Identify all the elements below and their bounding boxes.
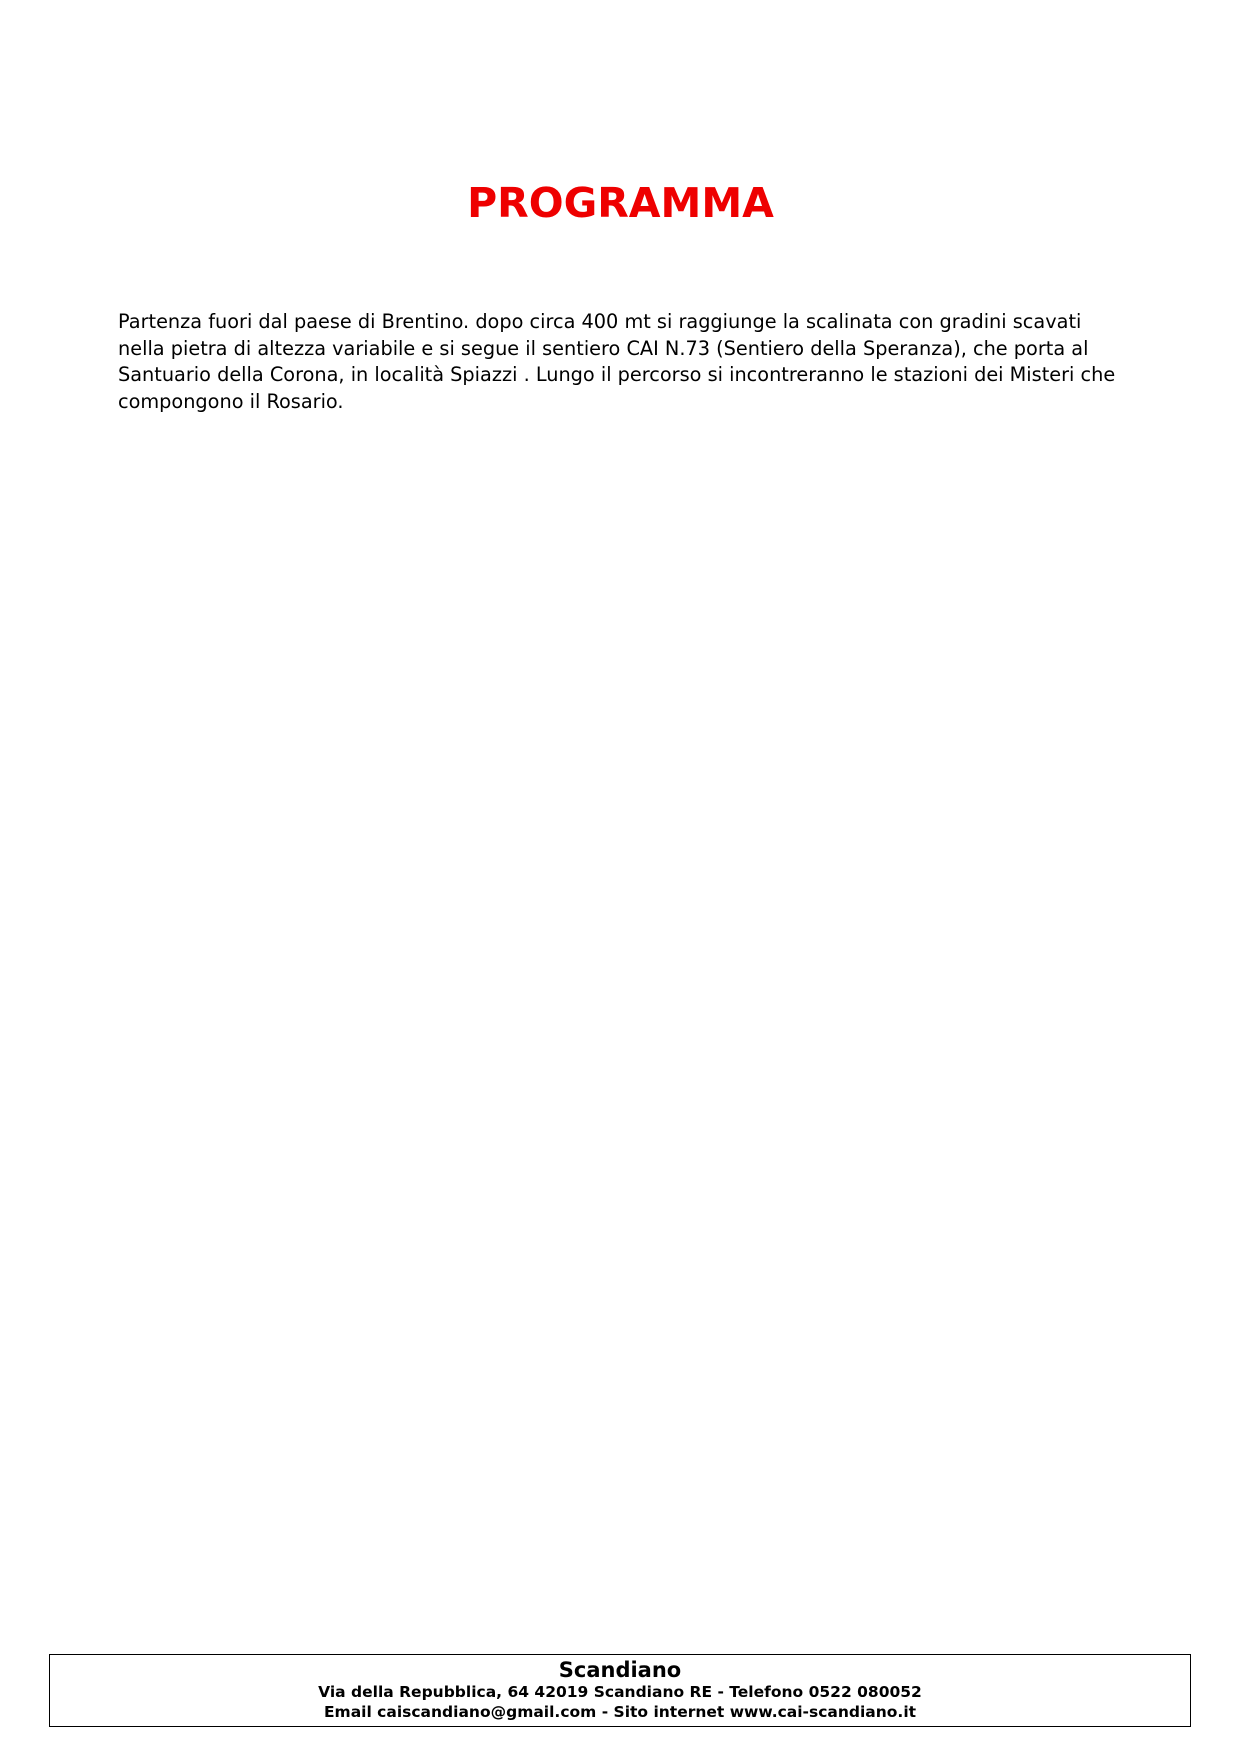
footer-title: Scandiano [558, 1658, 682, 1682]
footer-address: Via della Repubblica, 64 42019 Scandiano RE - Telefono 0522 080052 [318, 1683, 922, 1701]
footer-contact-box [49, 1654, 1191, 1727]
page-title: PROGRAMMA [467, 179, 774, 227]
footer-contacts: Email caiscandiano@gmail.com - Sito internet www.cai-scandiano.it [323, 1703, 917, 1721]
program-description: Partenza fuori dal paese di Brentino. dopo circa 400 mt si raggiunge la scalinata con gradini scavati nella pietra di altezza variabile e si segue il sentiero CAI N.73 (Sentiero della Speranza), che porta al Santuario della Corona, in località Spiazzi . Lungo il percorso si incontreranno le stazioni dei Misteri che compongono il Rosario. [118, 310, 1116, 413]
